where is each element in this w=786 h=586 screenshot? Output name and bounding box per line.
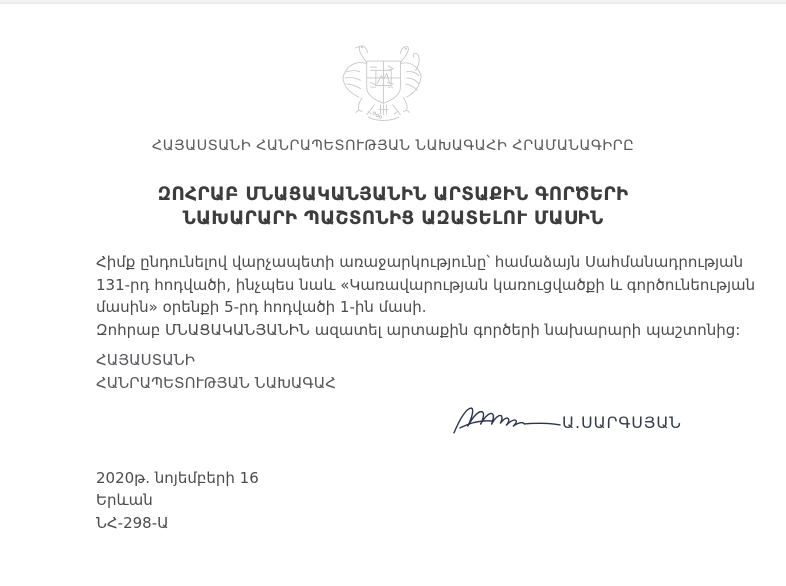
decree-date: 2020թ. նոյեմբերի 16 <box>96 469 259 487</box>
decree-body <box>96 251 756 341</box>
body-line-3: մասին» օրենքի 5-րդ հոդվածի 1-ին մասի. <box>96 298 427 316</box>
decree-city: Երևան <box>96 491 153 510</box>
signatory-name: Ա.ՍԱՐԳՍՅԱՆ <box>562 413 682 432</box>
body-line-4: Զոհրաբ ՄՆԱՑԱԿԱՆՅԱՆԻՆ ազատել արտաքին գործերի նախարարի պաշտոնից: <box>96 320 741 339</box>
letterhead-title: ՀԱՅԱՍՏԱՆԻ ՀԱՆՐԱՊԵՏՈՒԹՅԱՆ ՆԱԽԱԳԱՀԻ ՀՐԱՄԱՆԱԳԻՐԸ <box>151 138 635 154</box>
signatory-title <box>96 349 336 394</box>
decree-title <box>0 183 786 230</box>
decree-footer <box>96 467 259 534</box>
decree-title-line2: ՆԱԽԱՐԱՐԻ ՊԱՇՏՈՆԻՑ ԱԶԱՏԵԼՈՒ ՄԱՍԻՆ <box>182 207 604 229</box>
body-line-2: 131-րդ հոդվածի, ինչպես նաև «Կառավարության կառուցվածքի և գործունեության <box>96 275 756 294</box>
body-line-1: Հիմք ընդունելով վարչապետի առաջարկությունը՝ համաձայն Սահմանադրության <box>96 253 744 271</box>
decree-number: ՆՀ-298-Ա <box>96 513 169 532</box>
signatory-title-line2: ՀԱՆՐԱՊԵՏՈՒԹՅԱՆ ՆԱԽԱԳԱՀ <box>96 373 336 392</box>
handwritten-signature <box>450 403 564 439</box>
signatory-title-line1: ՀԱՅԱՍՏԱՆԻ <box>96 351 195 369</box>
top-border-band <box>0 0 786 4</box>
armenia-coat-of-arms-icon <box>336 36 428 126</box>
decree-title-line1: ԶՈՀՐԱԲ ՄՆԱՑԱԿԱՆՅԱՆԻՆ ԱՐՏԱՔԻՆ ԳՈՐԾԵՐԻ <box>157 184 629 205</box>
